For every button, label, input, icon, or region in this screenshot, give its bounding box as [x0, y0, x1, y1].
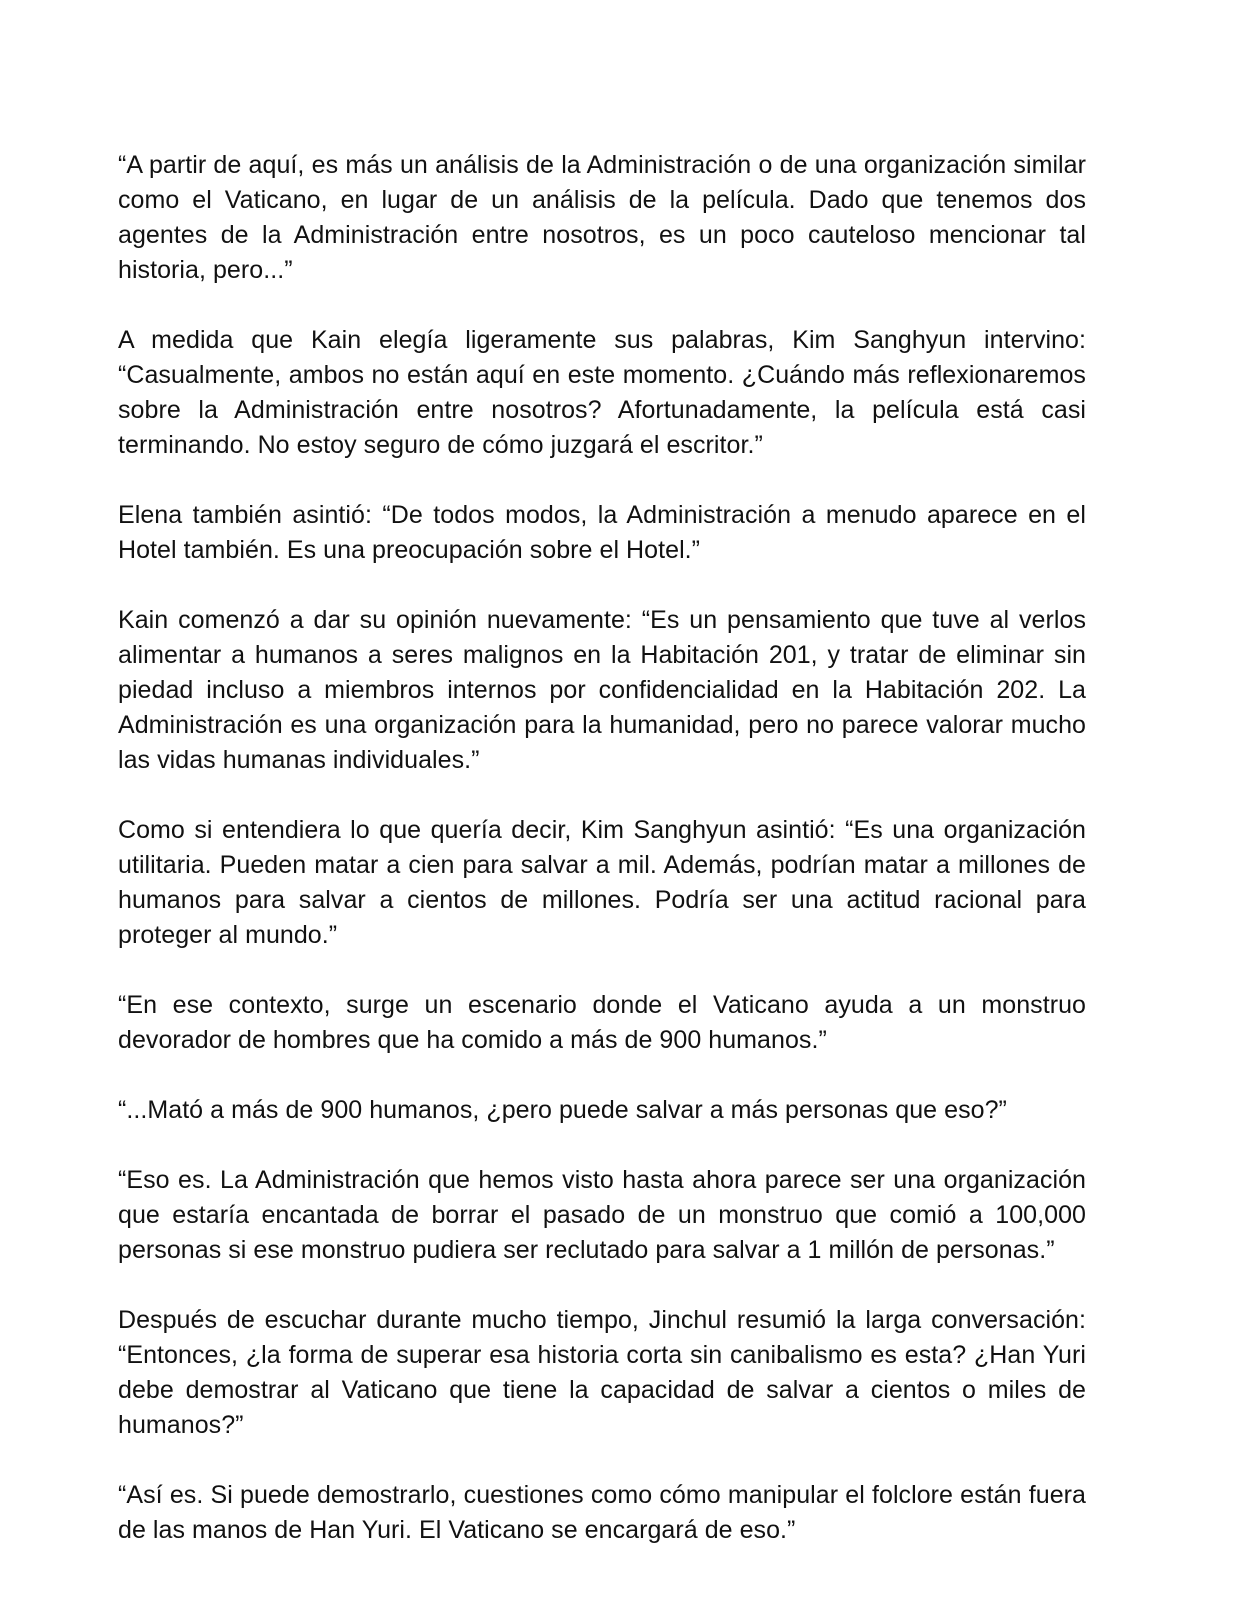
paragraph-3: Elena también asintió: “De todos modos, la Administración a menudo aparece en el Hotel también. Es una preocupación sobre el Hotel.” — [118, 501, 1086, 564]
paragraph-2: A medida que Kain elegía ligeramente sus palabras, Kim Sanghyun intervino: “Casualmente, ambos no están aquí en este momento. ¿Cuándo más reflexionaremos sobre la Administración entre nosotros? Afortunadamente, la película está casi terminando. No estoy seguro de cómo juzgará el escritor.” — [118, 326, 1086, 459]
paragraph-1: “A partir de aquí, es más un análisis de la Administración o de una organización similar como el Vaticano, en lugar de un análisis de la película. Dado que tenemos dos agentes de la Administración entre nosotros, es un poco cauteloso mencionar tal historia, pero...” — [118, 151, 1086, 284]
paragraph-6: “En ese contexto, surge un escenario donde el Vaticano ayuda a un monstruo devorador de hombres que ha comido a más de 900 humanos.” — [118, 991, 1086, 1054]
paragraph-10: “Así es. Si puede demostrarlo, cuestiones como cómo manipular el folclore están fuera de las manos de Han Yuri. El Vaticano se encargará de eso.” — [118, 1481, 1086, 1544]
paragraph-8: “Eso es. La Administración que hemos visto hasta ahora parece ser una organización que estaría encantada de borrar el pasado de un monstruo que comió a 100,000 personas si ese monstruo pudiera ser reclutado para salvar a 1 millón de personas.” — [118, 1166, 1086, 1264]
paragraph-7: “...Mató a más de 900 humanos, ¿pero puede salvar a más personas que eso?” — [118, 1096, 1007, 1124]
paragraph-5: Como si entendiera lo que quería decir, Kim Sanghyun asintió: “Es una organización utilitaria. Pueden matar a cien para salvar a mil. Además, podrían matar a millones de humanos para salvar a cientos de millones. Podría ser una actitud racional para proteger al mundo.” — [118, 816, 1086, 949]
document-page — [118, 148, 1086, 1548]
paragraph-4: Kain comenzó a dar su opinión nuevamente: “Es un pensamiento que tuve al verlos alimentar a humanos a seres malignos en la Habitación 201, y tratar de eliminar sin piedad incluso a miembros internos por confidencialidad en la Habitación 202. La Administración es una organización para la humanidad, pero no parece valorar mucho las vidas humanas individuales.” — [118, 606, 1086, 774]
paragraph-9: Después de escuchar durante mucho tiempo, Jinchul resumió la larga conversación: “Entonces, ¿la forma de superar esa historia corta sin canibalismo es esta? ¿Han Yuri debe demostrar al Vaticano que tiene la capacidad de salvar a cientos o miles de humanos?” — [118, 1306, 1086, 1439]
